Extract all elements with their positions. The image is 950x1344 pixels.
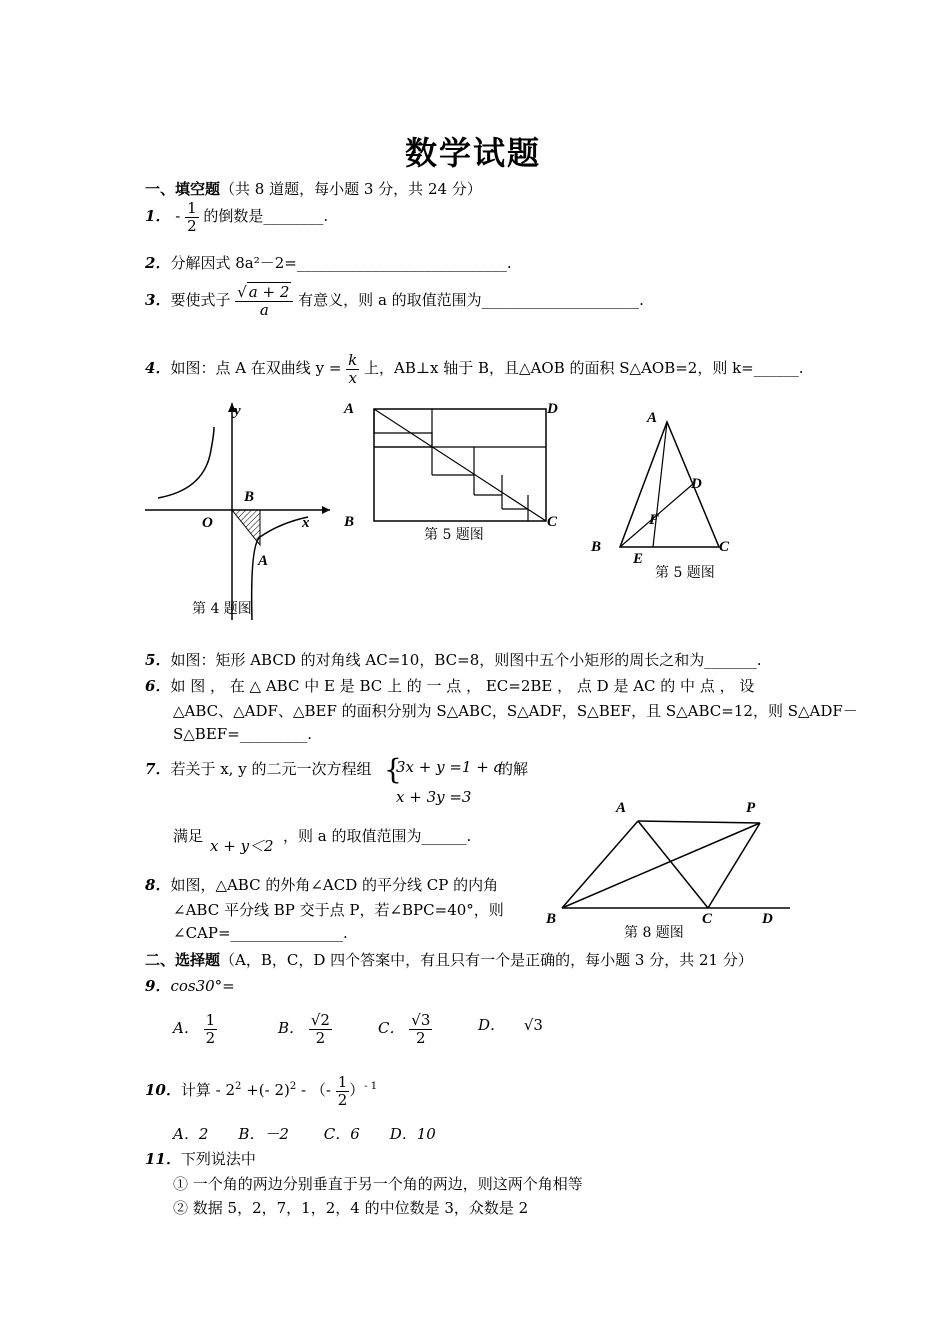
segment-bp bbox=[562, 823, 760, 908]
triangle-aob bbox=[232, 510, 260, 545]
question-4: 4．如图：点 A 在双曲线 y = $\frac{k}{x}$ 上，AB⊥x 轴于 B，且△AOB 的面积 S△AOB=2，则 k=______. bbox=[145, 351, 804, 387]
label-d: D bbox=[547, 401, 558, 417]
label-c: C bbox=[702, 911, 713, 927]
question-6-line-3: S△BEF=_________. bbox=[173, 725, 313, 743]
question-9: 9．cos30°= bbox=[145, 977, 235, 995]
label-x: x bbox=[302, 515, 310, 531]
figure-5-triangle bbox=[585, 400, 745, 570]
label-b: B bbox=[244, 489, 255, 505]
segment-ap bbox=[638, 821, 760, 823]
question-7-line-2-pre: 满足 bbox=[173, 827, 204, 845]
question-1: 1． - $\frac{1}{2}$ 的倒数是________. bbox=[145, 199, 329, 235]
figure-5b-caption: 第 5 题图 bbox=[655, 565, 715, 581]
q9-option-b: B． $\frac{√2}{2}$ bbox=[278, 1011, 330, 1047]
section-2-heading: 二、选择题（A，B，C，D 四个答案中，有且只有一个是正确的，每小题 3 分，共 21 分） bbox=[145, 951, 753, 969]
segment-ac bbox=[638, 821, 708, 908]
segment-cp bbox=[708, 823, 760, 908]
figure-8-caption: 第 8 题图 bbox=[624, 925, 684, 941]
question-7-condition: x + y＜2 bbox=[210, 837, 274, 855]
figure-5a-caption: 第 5 题图 bbox=[424, 527, 484, 543]
question-11: 11．下列说法中 bbox=[145, 1150, 256, 1168]
label-a: A bbox=[616, 800, 627, 816]
question-6: 6．如 图 ， 在 △ ABC 中 E 是 BC 上 的 一 点 ， EC=2BE ， 点 D 是 AC 的 中 点 ， 设 bbox=[145, 677, 755, 695]
hyperbola-branch-left bbox=[158, 427, 214, 498]
label-c: C bbox=[547, 514, 558, 530]
label-b: B bbox=[546, 911, 557, 927]
q3-fraction: $\frac{√ a + 2}{a}$ bbox=[235, 284, 293, 318]
question-7: 7．若关于 x, y 的二元一次方程组 bbox=[145, 760, 372, 778]
label-a: A bbox=[344, 401, 355, 417]
q9-option-c: C． $\frac{√3}{2}$ bbox=[378, 1011, 431, 1047]
x-axis-arrow bbox=[322, 506, 330, 514]
figure-5-rectangle bbox=[340, 395, 570, 530]
section-1-heading: 一、填空题（共 8 道题，每小题 3 分，共 24 分） bbox=[145, 180, 482, 198]
q11-statement-1: ① 一个角的两边分别垂直于另一个角的两边，则这两个角相等 bbox=[173, 1175, 583, 1193]
label-a: A bbox=[258, 553, 269, 569]
question-6-line-2: △ABC、△ADF、△BEF 的面积分别为 S△ABC，S△ADF，S△BEF，且 S△ABC=12，则 S△ADF－ bbox=[173, 702, 858, 720]
label-b: B bbox=[591, 539, 602, 555]
question-7-line-2-post: ，则 a 的取值范围为______. bbox=[283, 827, 472, 845]
label-y: y bbox=[234, 403, 241, 419]
page-title: 数学试题 bbox=[405, 134, 542, 172]
q9-option-d: D． √3 bbox=[478, 1016, 543, 1034]
label-e: E bbox=[633, 551, 644, 567]
triangle-abc bbox=[620, 422, 719, 547]
label-d: D bbox=[691, 476, 702, 492]
label-d: D bbox=[762, 911, 773, 927]
label-c: C bbox=[719, 539, 730, 555]
q9-option-a: A． $\frac{1}{2}$ bbox=[173, 1011, 216, 1047]
equation-1: 3x + y =1 + a bbox=[396, 758, 503, 776]
system-brace: { bbox=[384, 753, 402, 786]
figure-4 bbox=[140, 395, 340, 625]
question-7-tail: 的解 bbox=[498, 760, 529, 778]
label-f: F bbox=[649, 512, 660, 528]
segment-ba bbox=[562, 821, 638, 908]
label-a: A bbox=[647, 410, 658, 426]
question-10: 10．计算 - $2^2$ +(- 2)$^2$ - （- $\frac{1}{2}$ ）$^{- 1}$ bbox=[145, 1073, 378, 1109]
label-b: B bbox=[344, 514, 355, 530]
equation-2: x + 3y =3 bbox=[396, 788, 472, 806]
label-p: P bbox=[746, 800, 756, 816]
question-8-line-2: ∠ABC 平分线 BP 交于点 P，若∠BPC=40°，则 bbox=[173, 901, 504, 919]
question-2: 2．分解因式 8a²－2=____________________________. bbox=[145, 254, 512, 272]
question-8: 8．如图，△ABC 的外角∠ACD 的平分线 CP 的内角 bbox=[145, 876, 499, 894]
q11-statement-2: ② 数据 5，2，7，1，2，4 的中位数是 3，众数是 2 bbox=[173, 1199, 529, 1217]
figure-4-caption: 第 4 题图 bbox=[192, 601, 252, 617]
question-3: 3．要使式子 $\frac{√ a + 2}{a}$ 有意义，则 a 的取值范围为_____________________. bbox=[145, 283, 644, 319]
question-8-line-3: ∠CAP=_______________. bbox=[173, 924, 348, 942]
figure-8 bbox=[540, 795, 810, 935]
diagonal-ac bbox=[374, 409, 546, 521]
question-5: 5．如图：矩形 ABCD 的对角线 AC=10，BC=8，则图中五个小矩形的周长之和为_______. bbox=[145, 651, 762, 669]
label-o: O bbox=[202, 515, 213, 531]
q10-options: A．2 B．－2 C．6 D．10 bbox=[173, 1125, 436, 1143]
